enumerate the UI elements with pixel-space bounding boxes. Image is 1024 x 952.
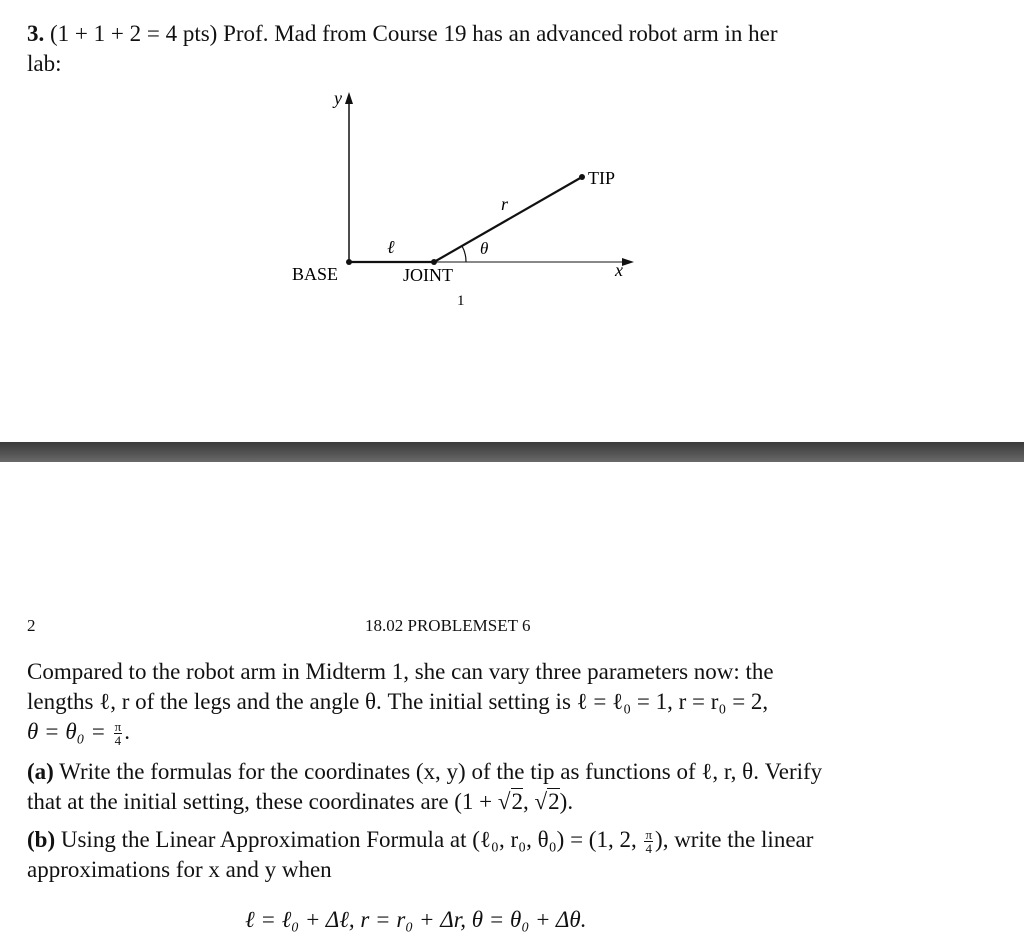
- display-equation: ℓ = ℓ₀ + Δℓ, r = r₀ + Δr, θ = θ₀ + Δθ.: [245, 907, 587, 932]
- part-b-line2: approximations for x and y when: [27, 857, 332, 882]
- page-number: 2: [27, 616, 36, 635]
- pi-over-4-fraction: [114, 720, 123, 747]
- part-a-line1: [27, 757, 822, 787]
- x-axis-arrow: [622, 258, 634, 266]
- problem-intro: Prof. Mad from Course 19 has an advanced robot arm in her: [223, 21, 778, 46]
- angle-arc: [462, 246, 466, 262]
- leg-r-label: r: [501, 194, 509, 214]
- joint-number-label: 1: [457, 293, 465, 309]
- y-axis-arrow: [345, 92, 353, 104]
- fraction-numerator: π: [645, 827, 653, 843]
- part-a-label: (a): [27, 759, 54, 784]
- joint-label: JOINT: [403, 265, 453, 285]
- problem-statement-line1: [27, 19, 777, 49]
- leg-r: [434, 177, 582, 262]
- pi-over-4-fraction-b: [644, 828, 653, 855]
- part-b-text2: ), write the linear: [655, 827, 814, 852]
- part-a-line2: [27, 787, 573, 817]
- part-b-label: (b): [27, 827, 56, 852]
- part-a-text4: ).: [559, 789, 574, 814]
- part-b-line1: [27, 825, 813, 855]
- problem-statement-line2: lab:: [27, 51, 62, 76]
- part-a-text: Write the formulas for the coordinates (x, y) of the tip as functions of ℓ, r, θ. Verify: [59, 759, 823, 784]
- fraction-numerator: π: [114, 719, 122, 735]
- x-axis-label: x: [615, 260, 623, 280]
- body-line2: lengths ℓ, r of the legs and the angle θ. The initial setting is ℓ = ℓ₀ = 1, r = r₀ = 2,: [27, 689, 769, 714]
- initial-theta: θ = θ₀ =: [27, 719, 112, 744]
- problem-number: 3.: [27, 21, 45, 46]
- y-axis-label: y: [334, 88, 342, 108]
- tip-point: [579, 174, 585, 180]
- body-line3: [27, 717, 130, 747]
- part-a-text2: that at the initial setting, these coordinates are (1 + √: [27, 789, 511, 814]
- body-line1: Compared to the robot arm in Midterm 1, she can vary three parameters now: the: [27, 659, 774, 684]
- sqrt-2-first: 2: [511, 789, 524, 814]
- fraction-denominator: 4: [114, 733, 122, 749]
- part-a-text3: , √: [523, 789, 548, 814]
- fraction-denominator: 4: [645, 841, 652, 857]
- leg-l-label: ℓ: [387, 237, 395, 257]
- angle-theta-label: θ: [480, 239, 489, 258]
- base-point: [346, 259, 352, 265]
- page-separator: [0, 442, 1024, 462]
- sqrt-2-second: 2: [548, 789, 560, 814]
- problem-points: (1 + 1 + 2 = 4 pts): [50, 21, 218, 46]
- tip-label: TIP: [588, 168, 615, 188]
- running-title: 18.02 PROBLEMSET 6: [365, 616, 531, 635]
- base-label: BASE: [292, 264, 339, 284]
- line3-period: .: [124, 719, 130, 744]
- robot-arm-diagram: [0, 80, 1024, 410]
- part-b-text: Using the Linear Approximation Formula at (ℓ₀, r₀, θ₀) = (1, 2,: [60, 827, 643, 852]
